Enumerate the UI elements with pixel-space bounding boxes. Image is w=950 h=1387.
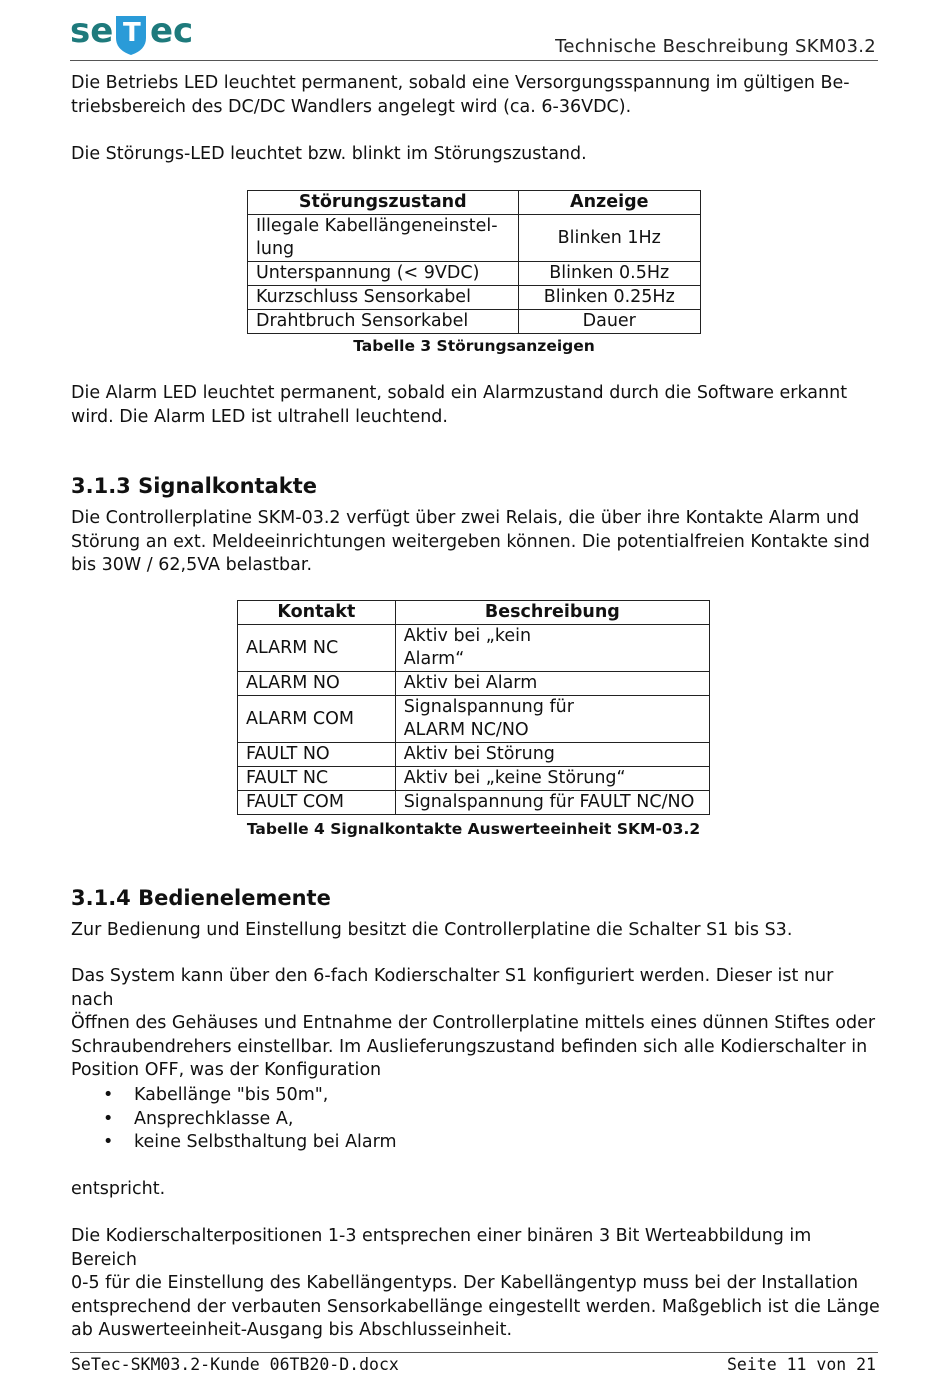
list-item: • keine Selbsthaltung bei Alarm <box>71 1131 881 1155</box>
table-row <box>248 215 701 262</box>
table-cell: Aktiv bei Alarm <box>395 672 709 696</box>
document-title: Technische Beschreibung SKM03.2 <box>555 36 876 57</box>
section-heading: 3.1.3 Signalkontakte <box>71 474 318 498</box>
text-line: Störung an ext. Meldeeinrichtungen weitergeben können. Die potentialfreien Kontakte sind <box>71 531 870 552</box>
text-line: bis 30W / 62,5VA belastbar. <box>71 555 313 575</box>
text-line: entsprechend der verbauten Sensorkabellänge eingestellt werden. Maßgeblich ist die Länge <box>71 1296 880 1317</box>
table-caption: Tabelle 4 Signalkontakte Auswerteeinheit SKM-03.2 <box>246 820 701 838</box>
footer-page-number: Seite 11 von 21 <box>726 1355 876 1374</box>
table-cell: Blinken 0.25Hz <box>518 286 700 310</box>
column-header: Anzeige <box>518 191 700 215</box>
table-cell: Blinken 0.5Hz <box>518 262 700 286</box>
table-cell: ALARM COM <box>238 696 396 743</box>
header-rule <box>70 60 878 61</box>
paragraph-signal-contacts <box>71 507 881 578</box>
paragraph-switch-positions <box>71 1225 881 1343</box>
table-header-row <box>248 191 701 215</box>
cell-line: ALARM NC/NO <box>403 720 529 740</box>
table-cell: Drahtbruch Sensorkabel <box>248 310 519 334</box>
table-row <box>238 791 710 815</box>
fault-indication-table <box>247 190 701 334</box>
text-line: Die Controllerplatine SKM-03.2 verfügt über zwei Relais, die über ihre Kontakte Alarm und <box>71 508 860 528</box>
table-cell: FAULT NC <box>238 767 396 791</box>
table-cell <box>395 696 709 743</box>
signal-contacts-table <box>237 600 710 815</box>
table-row <box>238 743 710 767</box>
table-row <box>238 767 710 791</box>
table-cell: Blinken 1Hz <box>518 215 700 262</box>
table-cell: Unterspannung (< 9VDC) <box>248 262 519 286</box>
paragraph-alarm-led <box>71 382 881 429</box>
column-header: Beschreibung <box>395 601 709 625</box>
table-cell: Aktiv bei Störung <box>395 743 709 767</box>
setec-logo <box>70 8 210 56</box>
default-config-list <box>71 1084 881 1155</box>
paragraph-fault-led: Die Störungs-LED leuchtet bzw. blinkt im Störungszustand. <box>71 144 587 164</box>
cell-line: lung <box>256 239 295 259</box>
text-line: Die Betriebs LED leuchtet permanent, sobald eine Versorgungsspannung im gültigen Be- <box>71 73 850 93</box>
cell-line: Alarm“ <box>403 649 465 669</box>
text-line: Das System kann über den 6-fach Kodierschalter S1 konfiguriert werden. Dieser ist nur nach <box>71 966 834 1010</box>
svg-text:se: se <box>70 11 114 51</box>
column-header: Kontakt <box>238 601 396 625</box>
table-row <box>248 310 701 334</box>
table-cell: Aktiv bei „keine Störung“ <box>395 767 709 791</box>
table-header-row <box>238 601 710 625</box>
text-line: ab Auswerteeinheit-Ausgang bis Abschlusseinheit. <box>71 1320 513 1340</box>
paragraph-intro: Zur Bedienung und Einstellung besitzt die Controllerplatine die Schalter S1 bis S3. <box>71 920 793 940</box>
section-heading: 3.1.4 Bedienelemente <box>71 886 331 910</box>
text-line: Öffnen des Gehäuses und Entnahme der Controllerplatine mittels eines dünnen Stiftes oder <box>71 1013 876 1033</box>
table-cell: Kurzschluss Sensorkabel <box>248 286 519 310</box>
cell-line: Signalspannung für <box>403 697 574 717</box>
table-row <box>238 625 710 672</box>
table-row <box>238 672 710 696</box>
table-cell <box>395 625 709 672</box>
table-cell: Dauer <box>518 310 700 334</box>
table-caption: Tabelle 3 Störungsanzeigen <box>353 337 595 355</box>
table-row <box>248 262 701 286</box>
footer-filename: SeTec-SKM03.2-Kunde 06TB20-D.docx <box>71 1355 399 1374</box>
paragraph-after-list: entspricht. <box>71 1179 166 1199</box>
table-row <box>248 286 701 310</box>
table-cell <box>248 215 519 262</box>
table-cell: ALARM NC <box>238 625 396 672</box>
column-header: Störungszustand <box>248 191 519 215</box>
list-item: • Ansprechklasse A, <box>71 1108 881 1132</box>
footer-rule <box>70 1352 878 1353</box>
text-line: wird. Die Alarm LED ist ultrahell leuchtend. <box>71 406 448 427</box>
cell-line: Illegale Kabellängeneinstel- <box>256 216 498 236</box>
text-line: triebsbereich des DC/DC Wandlers angelegt wird (ca. 6-36VDC). <box>71 96 632 117</box>
paragraph-coding-switch <box>71 965 881 1083</box>
table-row <box>238 696 710 743</box>
text-line: Position OFF, was der Konfiguration <box>71 1060 382 1080</box>
svg-text:T: T <box>123 18 141 48</box>
list-item: • Kabellänge "bis 50m", <box>71 1084 881 1108</box>
svg-text:ec: ec <box>150 11 194 51</box>
table-cell: Signalspannung für FAULT NC/NO <box>395 791 709 815</box>
table-cell: FAULT COM <box>238 791 396 815</box>
text-line: Die Kodierschalterpositionen 1-3 entsprechen einer binären 3 Bit Werteabbildung im Bereich <box>71 1226 812 1270</box>
table-cell: FAULT NO <box>238 743 396 767</box>
cell-line: Aktiv bei „kein <box>403 626 532 646</box>
table-cell: ALARM NO <box>238 672 396 696</box>
text-line: 0-5 für die Einstellung des Kabellängentyps. Der Kabellängentyp muss bei der Installation <box>71 1273 859 1293</box>
paragraph-operating-led <box>71 72 881 119</box>
text-line: Die Alarm LED leuchtet permanent, sobald ein Alarmzustand durch die Software erkannt <box>71 383 848 403</box>
text-line: Schraubendrehers einstellbar. Im Auslieferungszustand befinden sich alle Kodierschalter in <box>71 1036 868 1057</box>
